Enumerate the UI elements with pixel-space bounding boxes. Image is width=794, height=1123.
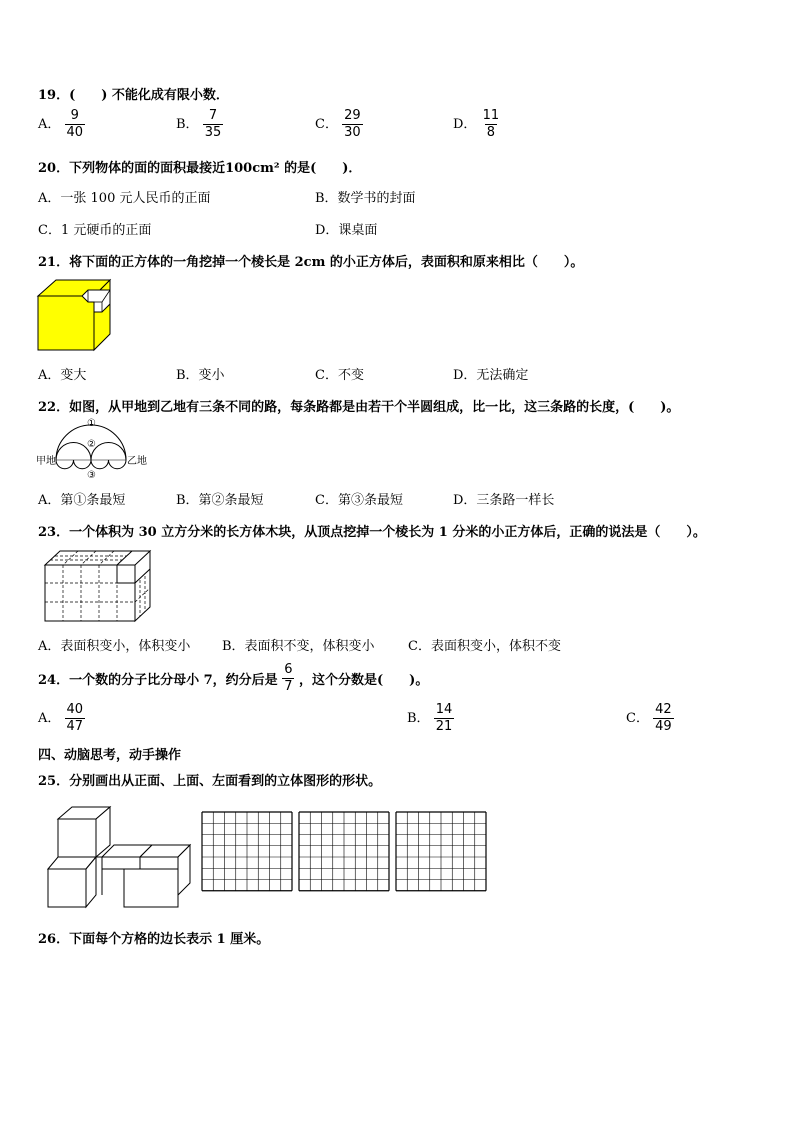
q20-option-a[interactable]: A．一张 100 元人民币的正面 — [38, 191, 211, 206]
path-3-arcs — [56, 460, 126, 469]
q24-option-c[interactable] — [626, 702, 674, 735]
q19-option-b[interactable] — [176, 108, 223, 141]
q24-stem-before: 24．一个数的分子比分母小 7，约分后是 — [38, 673, 278, 688]
q23-option-b[interactable]: B．表面积不变，体积变小 — [222, 639, 375, 654]
q22-option-c[interactable]: C．第③条最短 — [315, 493, 403, 508]
q24-option-a[interactable] — [38, 702, 85, 735]
q20-stem: 20．下列物体的面的面积最接近100cm² 的是( )． — [38, 161, 362, 176]
stacked-cubes-figure — [44, 803, 194, 913]
fraction: $\frac{11}{8}$ — [482, 108, 500, 140]
q22-option-a[interactable]: A．第①条最短 — [38, 493, 126, 508]
fraction: $\frac{29}{30}$ — [344, 108, 361, 140]
end-label: 乙地 — [127, 456, 147, 467]
q19-option-c[interactable] — [315, 108, 363, 141]
option-label: D． — [453, 117, 477, 132]
q21-option-c[interactable]: C．不变 — [315, 368, 364, 383]
q20-option-b[interactable]: B．数学书的封面 — [315, 191, 416, 206]
cuboid-with-corner-cut-figure — [40, 545, 154, 625]
q23-stem: 23．一个体积为 30 立方分米的长方体木块，从顶点挖掉一个棱长为 1 分米的小正方体后，正确的说法是（ ）。 — [38, 525, 706, 540]
q21-option-d[interactable]: D．无法确定 — [453, 368, 529, 383]
q23-option-a[interactable]: A．表面积变小，体积变小 — [38, 639, 191, 654]
q26-stem: 26．下面每个方格的边长表示 1 厘米。 — [38, 932, 270, 947]
option-label: C． — [315, 117, 338, 132]
q21-stem: 21．将下面的正方体的一角挖掉一个棱长是 2cm 的小正方体后，表面积和原来相比（ ）。 — [38, 255, 584, 270]
q24-option-b[interactable] — [407, 702, 454, 735]
fraction: $\frac{9}{40}$ — [66, 108, 84, 140]
q19-option-a[interactable] — [38, 108, 85, 141]
answer-grid-3[interactable] — [396, 812, 486, 891]
path-1-label: ① — [87, 418, 96, 429]
fraction: $\frac{7}{35}$ — [204, 108, 222, 140]
option-label: C． — [626, 711, 649, 726]
q21-option-b[interactable]: B．变小 — [176, 368, 225, 383]
q19-option-d[interactable] — [453, 108, 501, 141]
answer-grids — [201, 810, 489, 902]
cube-front-face — [38, 296, 94, 350]
option-label: A． — [38, 117, 61, 132]
q22-stem: 22．如图，从甲地到乙地有三条不同的路，每条路都是由若干个半圆组成，比一比，这三条路的长度，( )。 — [38, 400, 680, 415]
q22-option-b[interactable]: B．第②条最短 — [176, 493, 264, 508]
option-label: B． — [176, 117, 199, 132]
path-3-label: ③ — [87, 470, 96, 481]
path-2-label: ② — [87, 439, 96, 450]
option-label: B． — [407, 711, 430, 726]
start-label: 甲地 — [36, 456, 56, 467]
q24-stem — [38, 662, 428, 695]
fraction: $\frac{14}{21}$ — [435, 702, 453, 734]
q20-option-d[interactable]: D．课桌面 — [315, 223, 378, 238]
fraction: $\frac{42}{49}$ — [655, 702, 672, 734]
cube-with-corner-cut-figure — [36, 278, 112, 352]
q22-option-d[interactable]: D．三条路一样长 — [453, 493, 555, 508]
section-title: 四、动脑思考，动手操作 — [38, 748, 182, 763]
option-label: A． — [38, 711, 61, 726]
q20-option-c[interactable]: C．1 元硬币的正面 — [38, 223, 152, 238]
semicircle-paths-diagram — [36, 416, 148, 482]
answer-grid-2[interactable] — [299, 812, 389, 891]
q23-option-c[interactable]: C．表面积变小，体积不变 — [408, 639, 561, 654]
fraction: $\frac{40}{47}$ — [66, 702, 84, 734]
q19-stem: 19．( ) 不能化成有限小数． — [38, 88, 229, 103]
q21-option-a[interactable]: A．变大 — [38, 368, 87, 383]
q25-stem: 25．分别画出从正面、上面、左面看到的立体图形的形状。 — [38, 774, 382, 789]
fraction: $\frac{6}{7}$ — [284, 662, 293, 694]
answer-grid-1[interactable] — [202, 812, 292, 891]
q24-stem-after: ，这个分数是( )。 — [299, 673, 429, 688]
